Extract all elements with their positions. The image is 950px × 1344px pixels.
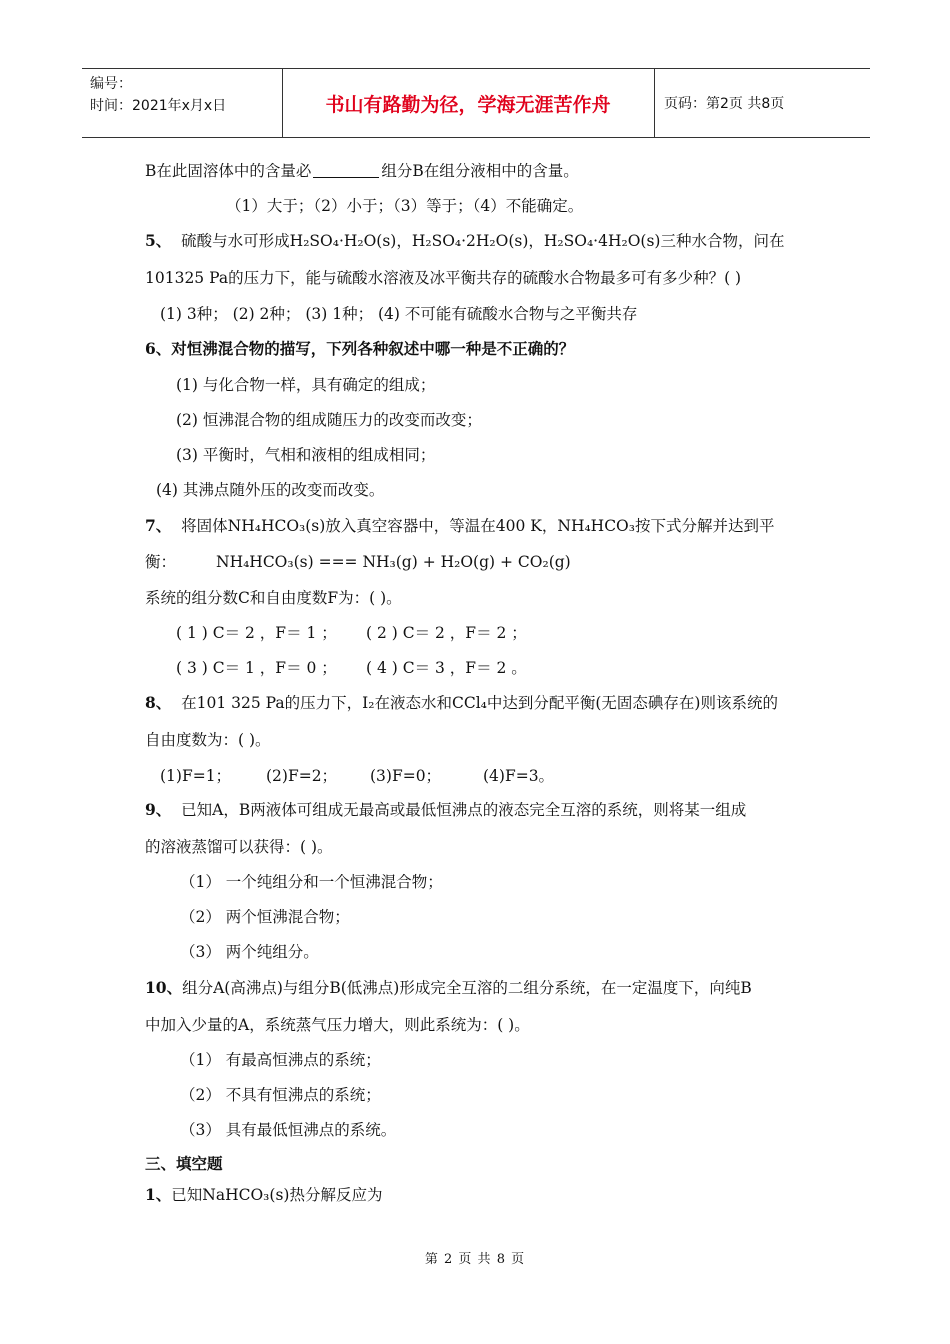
q6-option-1: (1) 与化合物一样，具有确定的组成； — [176, 376, 436, 394]
q8-text-cont: 自由度数为：( )。 — [145, 731, 271, 749]
q10-text: 10、组分A(高沸点)与组分B(低沸点)形成完全互溶的二组分系统，在一定温度下，向纯B — [145, 978, 752, 997]
q6-text: 6、对恒沸混合物的描写，下列各种叙述中哪一种是不正确的？ — [145, 339, 575, 358]
q8-option-3: (3)F=0； — [370, 767, 442, 785]
page-info: 页码：第2页 共8页 — [664, 96, 785, 112]
q9-text: 9、 已知A，B两液体可组成无最高或最低恒沸点的液态完全互溶的系统，则将某一组成 — [145, 800, 747, 819]
motto: 书山有路勤为径，学海无涯苦作舟 — [282, 69, 655, 137]
q7-option-2: ( 2 ) C＝ 2 ，F＝ 2 ； — [366, 624, 527, 642]
q8-option-4: (4)F=3。 — [483, 767, 555, 785]
q10-option-2: （2） 不具有恒沸点的系统； — [180, 1086, 381, 1104]
section-heading: 三、填空题 — [145, 1154, 223, 1173]
q7-text: 7、 将固体NH₄HCO₃(s)放入真空容器中，等温在400 K，NH₄HCO₃按下式分解并达到平 — [145, 516, 775, 535]
q6-option-3: (3) 平衡时，气相和液相的组成相同； — [176, 446, 436, 464]
fill-q1-text: 1、已知NaHCO₃(s)热分解反应为 — [145, 1185, 383, 1204]
q7-option-3: ( 3 ) C＝ 1 ，F＝ 0 ； — [176, 659, 337, 677]
q7-option-4: ( 4 ) C＝ 3 ，F＝ 2 。 — [366, 659, 527, 677]
q5-text-cont: 101325 Pa的压力下，能与硫酸水溶液及冰平衡共存的硫酸水合物最多可有多少种？( ) — [145, 269, 742, 287]
q10-option-3: （3） 具有最低恒沸点的系统。 — [180, 1121, 397, 1139]
q8-option-1: (1)F=1； — [160, 767, 232, 785]
number-label: 编号： — [90, 76, 132, 92]
q5-text: 5、 硫酸与水可形成H₂SO₄·H₂O(s)，H₂SO₄·2H₂O(s)，H₂SO₄·4H₂O(s)三种水合物，问在 — [145, 231, 785, 250]
q6-option-4: (4) 其沸点随外压的改变而改变。 — [156, 481, 385, 499]
q6-option-2: (2) 恒沸混合物的组成随压力的改变而改变； — [176, 411, 482, 429]
q9-option-1: （1） 一个纯组分和一个恒沸混合物； — [180, 873, 443, 891]
q7-equation: 衡： NH₄HCO₃(s) === NH₃(g) + H₂O(g) + CO₂(g) — [145, 553, 571, 571]
page-header — [82, 68, 870, 138]
q5-options: (1) 3种； (2) 2种； (3) 1种； (4) 不可能有硫酸水合物与之平衡共存 — [160, 305, 638, 323]
q9-option-3: （3） 两个纯组分。 — [180, 943, 319, 961]
q8-option-2: (2)F=2； — [266, 767, 338, 785]
page-footer: 第 2 页 共 8 页 — [424, 1252, 526, 1267]
q7-question: 系统的组分数C和自由度数F为：( )。 — [145, 589, 402, 607]
q10-option-1: （1） 有最高恒沸点的系统； — [180, 1051, 381, 1069]
continued-text: B在此固溶体中的含量必 组分B在组分液相中的含量。 — [145, 162, 579, 180]
time-label: 时间：2021年x月x日 — [90, 98, 227, 114]
q9-text-cont: 的溶液蒸馏可以获得：( )。 — [145, 838, 333, 856]
answer-blank — [313, 163, 379, 178]
header-meta — [82, 69, 283, 137]
q4-options: （1）大于；（2）小于；（3）等于；（4）不能确定。 — [226, 197, 584, 215]
q10-text-cont: 中加入少量的A，系统蒸气压力增大，则此系统为：( )。 — [145, 1016, 530, 1034]
q9-option-2: （2） 两个恒沸混合物； — [180, 908, 350, 926]
q8-text: 8、 在101 325 Pa的压力下，I₂在液态水和CCl₄中达到分配平衡(无固态碘存在)则该系统的 — [145, 693, 778, 712]
q7-option-1: ( 1 ) C＝ 2 ，F＝ 1 ； — [176, 624, 337, 642]
